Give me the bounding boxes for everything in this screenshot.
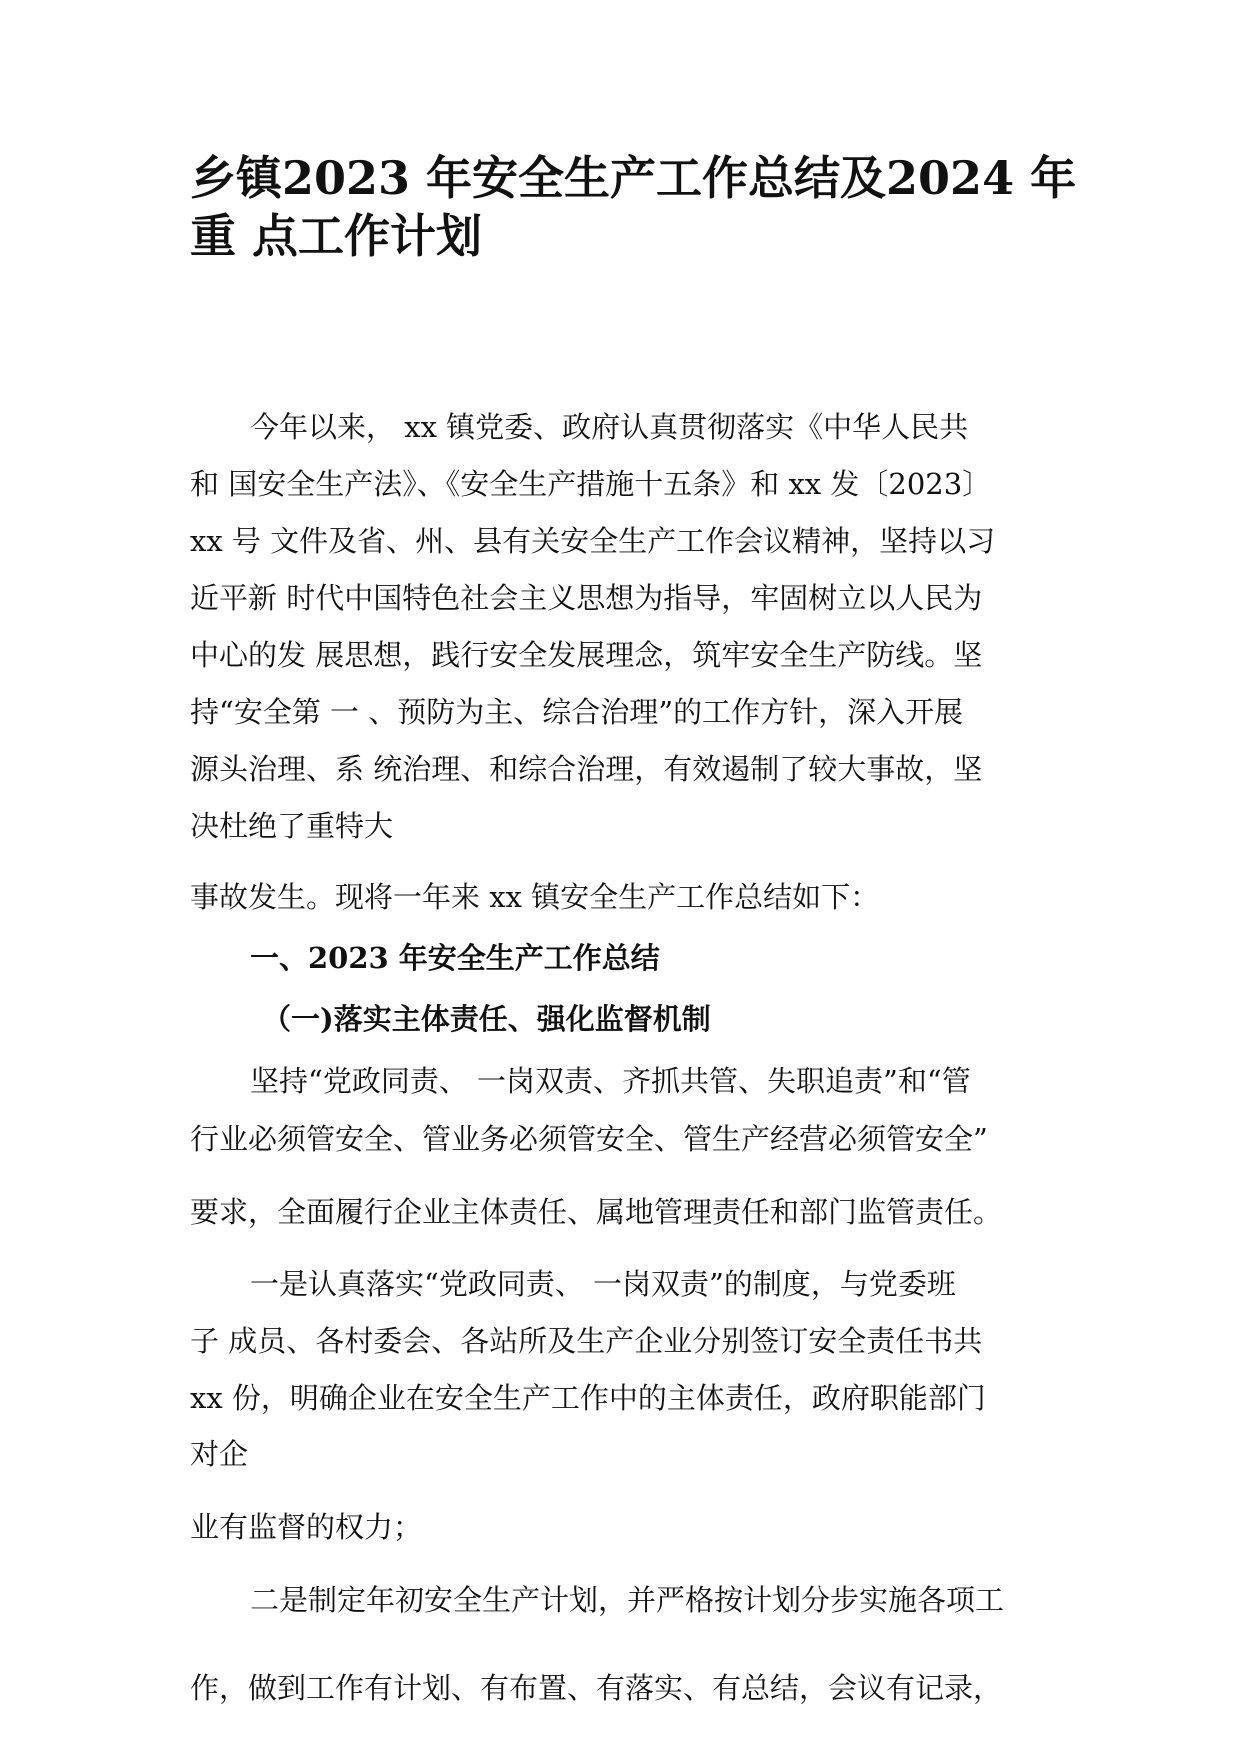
body-line-11: 行业必须管安全、管业务必须管安全、管生产经营必须管安全” (190, 1122, 988, 1156)
document-title-line-1: 乡镇2023 年安全生产工作总结及2024 年 (190, 151, 1077, 205)
body-line-8: 决杜绝了重特大 (190, 809, 394, 843)
body-line-3: xx 号 文件及省、州、县有关安全生产工作会议精神，坚持以习 (190, 524, 996, 558)
body-line-16: 对企 (190, 1437, 249, 1471)
body-line-1: 今年以来， xx 镇党委、政府认真贯彻落实《中华人民共 (250, 410, 969, 444)
subsection-heading-1: （一)落实主体责任、强化监督机制 (262, 1002, 711, 1036)
body-line-14: 子 成员、各村委会、各站所及生产企业分别签订安全责任书共 (190, 1324, 983, 1358)
document-title-line-2: 重 点工作计划 (190, 209, 483, 263)
body-line-12: 要求，全面履行企业主体责任、属地管理责任和部门监管责任。 (190, 1195, 1003, 1229)
body-line-17: 业有监督的权力； (190, 1510, 423, 1544)
body-line-13: 一是认真落实“党政同责、 一岗双责”的制度，与党委班 (250, 1267, 956, 1301)
body-line-4: 近平新 时代中国特色社会主义思想为指导，牢固树立以人民为 (190, 581, 983, 615)
body-line-10: 坚持“党政同责、 一岗双责、齐抓共管、失职追责”和“管 (250, 1064, 971, 1098)
body-line-2: 和 国安全生产法》、《安全生产措施十五条》和 xx 发〔2023〕 (190, 467, 992, 501)
body-line-19: 作，做到工作有计划、有布置、有落实、有总结，会议有记录， (190, 1671, 1003, 1705)
body-line-15: xx 份，明确企业在安全生产工作中的主体责任，政府职能部门 (190, 1381, 986, 1415)
body-line-18: 二是制定年初安全生产计划，并严格按计划分步实施各项工 (250, 1583, 1005, 1617)
body-line-7: 源头治理、系 统治理、和综合治理，有效遏制了较大事故，坚 (190, 752, 983, 786)
section-heading-1: 一、2023 年安全生产工作总结 (250, 941, 660, 975)
body-line-9: 事故发生。现将一年来 xx 镇安全生产工作总结如下： (190, 880, 880, 914)
body-line-6: 持“安全第 一 、预防为主、综合治理”的工作方针，深入开展 (190, 695, 964, 729)
body-line-5: 中心的发 展思想，践行安全发展理念，筑牢安全生产防线。坚 (190, 638, 983, 672)
